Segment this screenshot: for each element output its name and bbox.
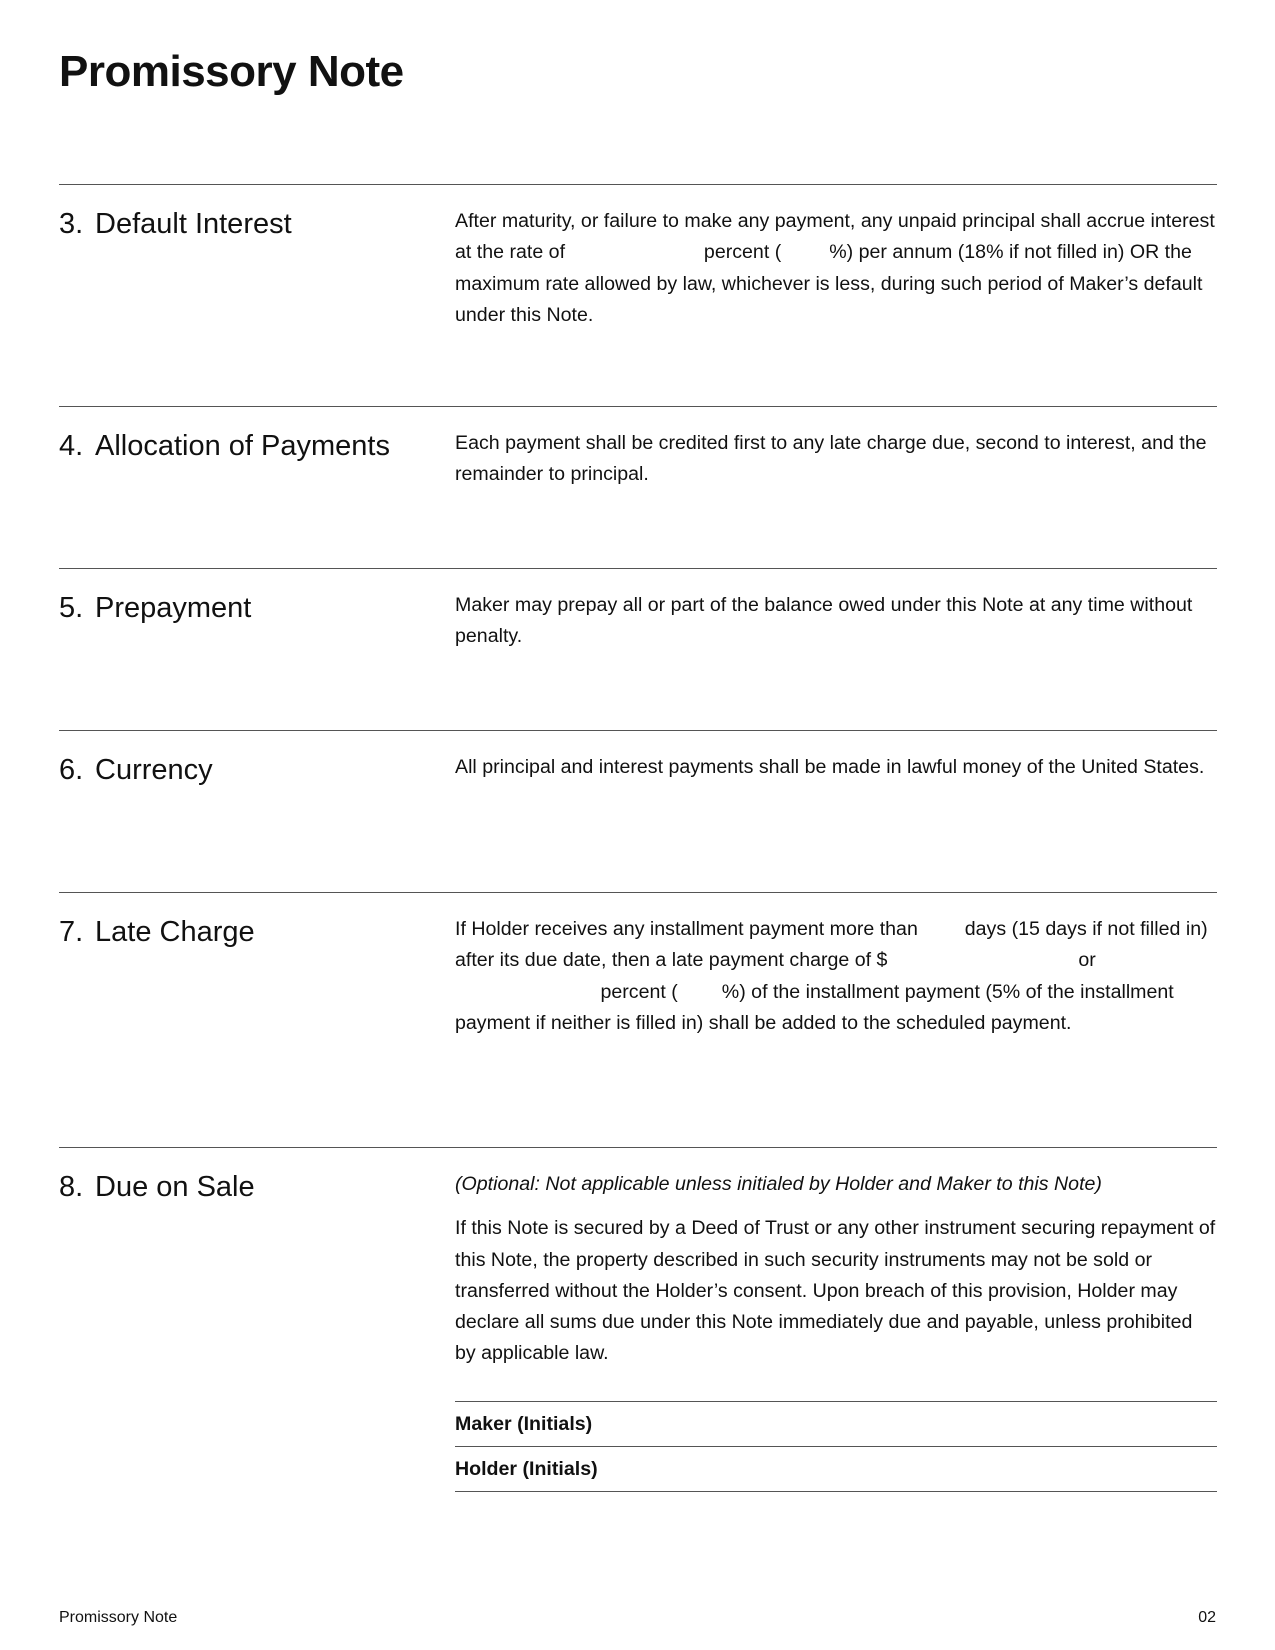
footer-document-name: Promissory Note	[59, 1609, 178, 1626]
section-text: Each payment shall be credited first to any late charge due, second to interest, and the remainder to principal.	[455, 432, 1207, 486]
section-text: All principal and interest payments shall be made in lawful money of the United States.	[455, 756, 1205, 778]
section-text: percent (	[703, 241, 782, 264]
section-text: %) of the installment payment (5% of the installment payment if neither is filled in) shall be added to the scheduled payment.	[455, 980, 1174, 1034]
holder-initials-label: Holder (Initials)	[455, 1458, 598, 1480]
section-number: 4.	[59, 430, 84, 462]
section-text: or	[1078, 949, 1096, 972]
section-late-charge	[59, 892, 1217, 1143]
section-text: percent (	[600, 980, 678, 1003]
initials-block	[455, 1401, 1217, 1492]
section-prepayment	[59, 568, 1217, 729]
section-number: 3.	[59, 208, 84, 240]
holder-initials-field[interactable]	[455, 1446, 1217, 1492]
section-body	[455, 914, 1217, 1039]
maker-initials-field[interactable]	[455, 1401, 1217, 1446]
section-title: Prepayment	[95, 592, 252, 624]
section-title: Currency	[95, 754, 213, 786]
section-heading	[59, 591, 429, 626]
section-text: After maturity, or failure to make any payment, any unpaid principal shall accrue interest at the rate of	[455, 210, 1215, 264]
section-text: %) per annum (18% if not filled in) OR the maximum rate allowed by law, whichever is less, during such period of Maker’s default under this Note.	[455, 241, 1203, 326]
maker-initials-label: Maker (Initials)	[455, 1413, 593, 1435]
section-number: 6.	[59, 754, 84, 786]
section-title: Due on Sale	[95, 1171, 255, 1203]
section-heading	[59, 915, 429, 950]
section-text: If Holder receives any installment payment more than	[455, 918, 918, 940]
section-heading	[59, 753, 429, 788]
section-heading	[59, 207, 429, 242]
section-title: Default Interest	[95, 208, 292, 240]
section-due-on-sale	[59, 1147, 1217, 1508]
section-text: Maker may prepay all or part of the balance owed under this Note at any time without penalty.	[455, 594, 1193, 648]
section-default-interest	[59, 184, 1217, 405]
section-currency	[59, 730, 1217, 891]
section-title: Late Charge	[95, 916, 255, 948]
section-body	[455, 206, 1217, 331]
document-title: Promissory Note	[59, 47, 404, 96]
section-heading	[59, 1170, 429, 1205]
section-text: If this Note is secured by a Deed of Trust or any other instrument securing repayment of this Note, the property described in such security instruments may not be sold or transferred without the Holder’s consent. Upon breach of this provision, Holder may declare all sums due under this Note immediately due and payable, unless prohibited by applicable law.	[455, 1217, 1216, 1365]
section-body	[455, 428, 1217, 491]
section-allocation-of-payments	[59, 406, 1217, 567]
section-number: 5.	[59, 592, 84, 624]
section-title: Allocation of Payments	[95, 430, 390, 462]
optional-note: (Optional: Not applicable unless initialed by Holder and Maker to this Note)	[455, 1173, 1102, 1195]
section-heading	[59, 429, 429, 464]
section-number: 8.	[59, 1171, 84, 1203]
section-body	[455, 1169, 1217, 1370]
footer-page-number: 02	[1198, 1609, 1216, 1626]
section-body	[455, 752, 1217, 783]
section-text: days (15 days if not filled in) after its due date, then a late payment charge of $	[455, 918, 1208, 972]
section-body	[455, 590, 1217, 653]
section-number: 7.	[59, 916, 84, 948]
